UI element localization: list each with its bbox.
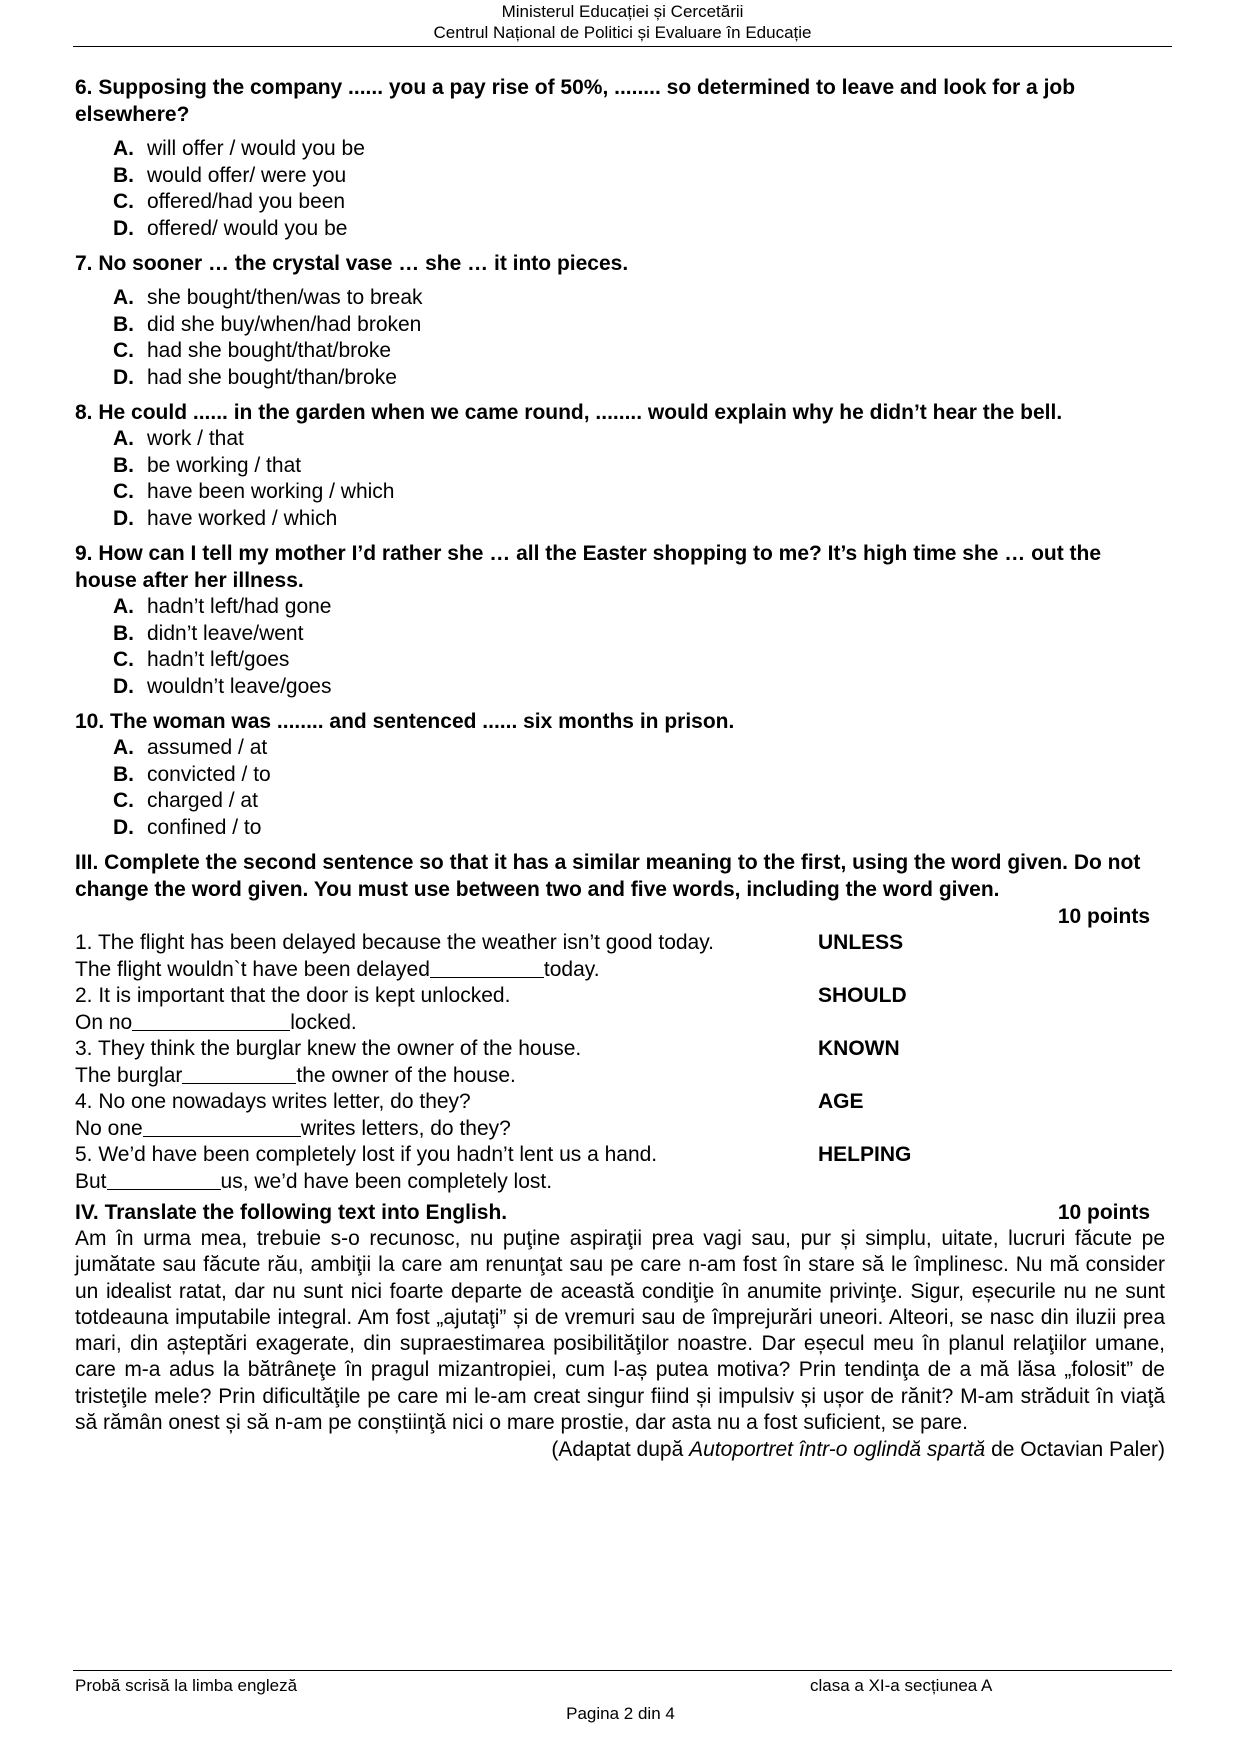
transform-item-5: 5. We’d have been completely lost if you hadn’t lent us a hand. HELPING	[75, 1142, 1165, 1169]
section-3-instruction: III. Complete the second sentence so that it has a similar meaning to the first, using the word given. Do not change the word given. You must use between two and five words, including the word given.	[75, 851, 1141, 901]
option-b: B. didn’t leave/went	[113, 621, 304, 645]
text-source: (Adaptat după Autoportret într-o oglindă spartă de Octavian Paler)	[551, 1438, 1165, 1462]
keyword: SHOULD	[818, 984, 907, 1007]
option-c: C. have been working / which	[113, 480, 395, 503]
question-stem: 8. He could ...... in the garden when we came round, ........ would explain why he didn’t hear the bell.	[75, 401, 1063, 424]
answer-blank[interactable]	[430, 957, 544, 978]
transform-item-1: 1. The flight has been delayed because the weather isn’t good today. UNLESS	[75, 930, 1165, 957]
transform-answer-4: No one writes letters, do they?	[75, 1116, 511, 1140]
option-a: A. she bought/then/was to break	[113, 286, 423, 309]
source-title: Autoportret într-o oglindă spartă	[689, 1438, 986, 1462]
option-d: D. have worked / which	[113, 506, 338, 530]
section-3-points: 10 points	[1057, 905, 1150, 928]
option-d: D. confined / to	[113, 815, 262, 839]
transform-answer-3: The burglar the owner of the house.	[75, 1063, 516, 1087]
question-6	[75, 74, 1165, 242]
question-stem: 7. No sooner … the crystal vase … she … it into pieces.	[75, 252, 629, 275]
question-7	[75, 250, 1165, 391]
option-list	[113, 426, 1165, 532]
question-10	[75, 708, 1165, 841]
option-list	[113, 594, 1165, 700]
keyword: KNOWN	[818, 1037, 900, 1060]
option-c: C. offered/had you been	[113, 190, 346, 213]
option-b: B. would offer/ were you	[113, 163, 347, 187]
option-d: D. wouldn’t leave/goes	[113, 674, 332, 698]
page-header	[73, 0, 1172, 47]
section-4	[75, 1199, 1165, 1463]
section-4-title: IV. Translate the following text into English.	[75, 1201, 508, 1224]
option-a: A. assumed / at	[113, 736, 268, 759]
ministry-name: Ministerul Educației și Cercetării	[501, 2, 744, 21]
option-list	[113, 136, 1165, 242]
option-b: B. convicted / to	[113, 762, 271, 786]
option-a: A. work / that	[113, 427, 244, 450]
transform-item-2: 2. It is important that the door is kept unlocked. SHOULD	[75, 983, 1165, 1010]
option-d: D. had she bought/than/broke	[113, 365, 397, 389]
transform-answer-1: The flight wouldn`t have been delayed today.	[75, 957, 600, 981]
answer-blank[interactable]	[182, 1063, 296, 1084]
question-stem: 10. The woman was ........ and sentenced ...... six months in prison.	[75, 710, 735, 733]
option-c: C. hadn’t left/goes	[113, 648, 290, 671]
transform-item-4: 4. No one nowadays writes letter, do they? AGE	[75, 1089, 1165, 1116]
page-number: Pagina 2 din 4	[566, 1704, 675, 1723]
answer-blank[interactable]	[132, 1010, 290, 1031]
keyword: AGE	[818, 1090, 864, 1113]
option-b: B. be working / that	[113, 453, 302, 477]
answer-blank[interactable]	[107, 1169, 221, 1190]
page-content	[75, 74, 1165, 1463]
option-list	[113, 735, 1165, 841]
option-d: D. offered/ would you be	[113, 216, 348, 240]
question-8	[75, 399, 1165, 532]
keyword: UNLESS	[818, 931, 904, 954]
option-b: B. did she buy/when/had broken	[113, 312, 422, 336]
keyword: HELPING	[818, 1143, 912, 1166]
answer-blank[interactable]	[143, 1116, 301, 1137]
question-stem: 6. Supposing the company ...... you a pay rise of 50%, ........ so determined to leave and look for a job elsewhere?	[75, 76, 1076, 126]
question-stem: 9. How can I tell my mother I’d rather she … all the Easter shopping to me? It’s high time she … out the house after her illness.	[75, 542, 1102, 592]
section-4-heading	[75, 1199, 1165, 1226]
footer-divider	[73, 1670, 1172, 1671]
option-list	[113, 285, 1165, 391]
translation-text: Am în urma mea, trebuie s-o recunosc, nu puţine aspiraţii prea vagi sau, pur și simplu, uitate, lucruri făcute pe jumătate sau făcute rău, ambiţii la care am renunţat sau pe care n-am fost în stare să le împlinesc. Nu mă consider un idealist ratat, dar nu sunt nici foarte departe de această condiţie în anumite privinţe. Sigur, eșecurile nu ne sunt totdeauna imputabile integral. Am fost „ajutaţi” și de vremuri sau de împrejurări uneori. Alteori, se nasc din iluzii prea mari, din așteptări exagerate, din supraestimarea posibilităţilor noastre. Dar eșecul meu în planul relaţiilor umane, care m-a adus la bătrâneţe în pragul mizantropiei, cum l-aș putea motiva? Prin tendinţa de a mă lăsa „folosit” de tristeţile mele? Prin dificultăţile pe care mi le-am creat singur fiind și impulsiv și ușor de rănit? M-am străduit în viaţă să rămân onest și să n-am pe conștiinţă nici o mare prostie, dar asta nu a fost suficient, se pare.	[75, 1227, 1165, 1435]
transform-answer-2: On no locked.	[75, 1010, 357, 1034]
center-name: Centrul Național de Politici și Evaluare în Educație	[433, 23, 812, 42]
section-3	[75, 849, 1165, 1195]
option-c: C. had she bought/that/broke	[113, 339, 392, 362]
footer-class: clasa a XI-a secțiunea A	[810, 1676, 993, 1695]
transform-answer-5: But us, we’d have been completely lost.	[75, 1169, 553, 1193]
question-9	[75, 540, 1165, 700]
transform-item-3: 3. They think the burglar knew the owner of the house. KNOWN	[75, 1036, 1165, 1063]
option-c: C. charged / at	[113, 789, 258, 812]
footer-subject: Probă scrisă la limba engleză	[75, 1676, 298, 1695]
option-a: A. hadn’t left/had gone	[113, 595, 332, 618]
section-4-points: 10 points	[1057, 1201, 1150, 1224]
option-a: A. will offer / would you be	[113, 137, 365, 160]
